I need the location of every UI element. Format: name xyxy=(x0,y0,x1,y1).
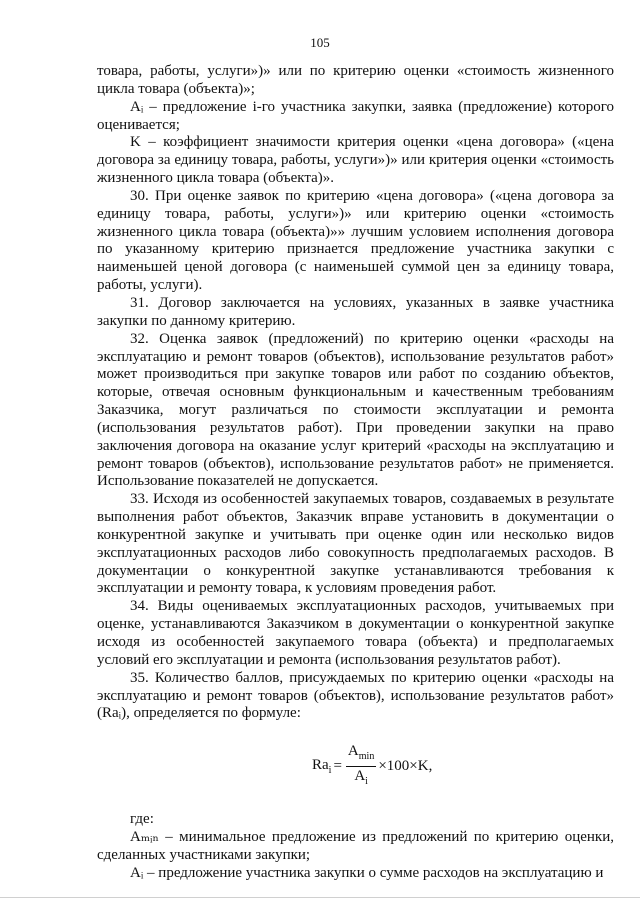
document-body xyxy=(97,63,614,883)
paragraph: Aᵢ – предложение участника закупки о сумме расходов на эксплуатацию и xyxy=(130,864,604,881)
paragraph: 35. Количество баллов, присуждаемых по критерию оценки «расходы на эксплуатацию и ремонт товаров (объектов), использование результатов работ» (Raᵢ), определяется по формуле: xyxy=(97,669,614,722)
paragraphs-top xyxy=(97,63,614,723)
paragraph: Aₘᵢₙ – минимальное предложение из предложений по критерию оценки, сделанных участниками закупки; xyxy=(97,829,614,863)
paragraphs-bottom xyxy=(97,811,614,882)
formula-numerator: $A_{min}$ xyxy=(346,743,376,767)
formula-lhs: $Ra_i$ xyxy=(312,757,332,777)
page-number: 105 xyxy=(310,35,330,50)
paragraph: товара, работы, услуги»)» или по критерию оценки «стоимость жизненного цикла товара (объекта)»; xyxy=(97,63,614,97)
paragraph: 34. Виды оцениваемых эксплуатационных расходов, учитываемых при оценке, устанавливаются Заказчиком в документации о конкурентной закупке исходя из особенностей закупаемого товара (объекта) и предполагаемых условий его эксплуатации и ремонта (использования результатов работ). xyxy=(97,598,614,668)
paragraph: где: xyxy=(130,811,154,828)
formula-tail: ×100×K, xyxy=(378,758,433,775)
page-bottom-edge xyxy=(0,897,640,898)
paragraph: 31. Договор заключается на условиях, указанных в заявке участника закупки по данному критерию. xyxy=(97,294,614,329)
paragraph: 30. При оценке заявок по критерию «цена договора» («цена договора за единицу товара, работы, услуги»)» или критерию оценки «стоимость жизненного цикла товара (объекта)»» лучшим условием исполнения договора по указанному критерию признается предложение участника закупки с наименьшей ценой договора (с наименьшей суммой цен за единицу товара, работы, услуги). xyxy=(97,187,614,294)
paragraph: 32. Оценка заявок (предложений) по критерию оценки «расходы на эксплуатацию и ремонт товаров (объектов), использование результатов работ» может производиться при закупке товаров или работ по созданию объектов, которые, отвечая основным функциональным и качественным требованиям Заказчика, могут различаться по стоимости эксплуатации и ремонта (использования результатов работ). При проведении закупки на право заключения договора на оказание услуг критерий «расходы на эксплуатацию и ремонт товаров (объектов), использование результатов работ» не применяется. Использование показателей не допускается. xyxy=(97,330,614,490)
formula-fraction xyxy=(346,743,376,790)
formula-equals: = xyxy=(333,758,342,775)
formula-denominator: $A_i$ xyxy=(354,768,368,788)
formula xyxy=(97,735,614,811)
formula-expression xyxy=(312,743,432,790)
paragraph: 33. Исходя из особенностей закупаемых товаров, создаваемых в результате выполнения работ объектов, Заказчик вправе установить в документации о конкурентной закупке и учитывать при оценке один или несколько видов эксплуатационных расходов либо совокупность предполагаемых расходов. В документации о конкурентной закупке устанавливаются требования к эксплуатации и ремонту товара, к условиям проведения работ. xyxy=(97,491,614,597)
paragraph: Aᵢ – предложение i-го участника закупки, заявка (предложение) которого оценивается; xyxy=(97,98,614,133)
paragraph: K – коэффициент значимости критерия оценки «цена договора» («цена договора за единицу товара, работы, услуги»)» или критерия оценки «стоимость жизненного цикла товара (объекта)». xyxy=(97,134,614,187)
